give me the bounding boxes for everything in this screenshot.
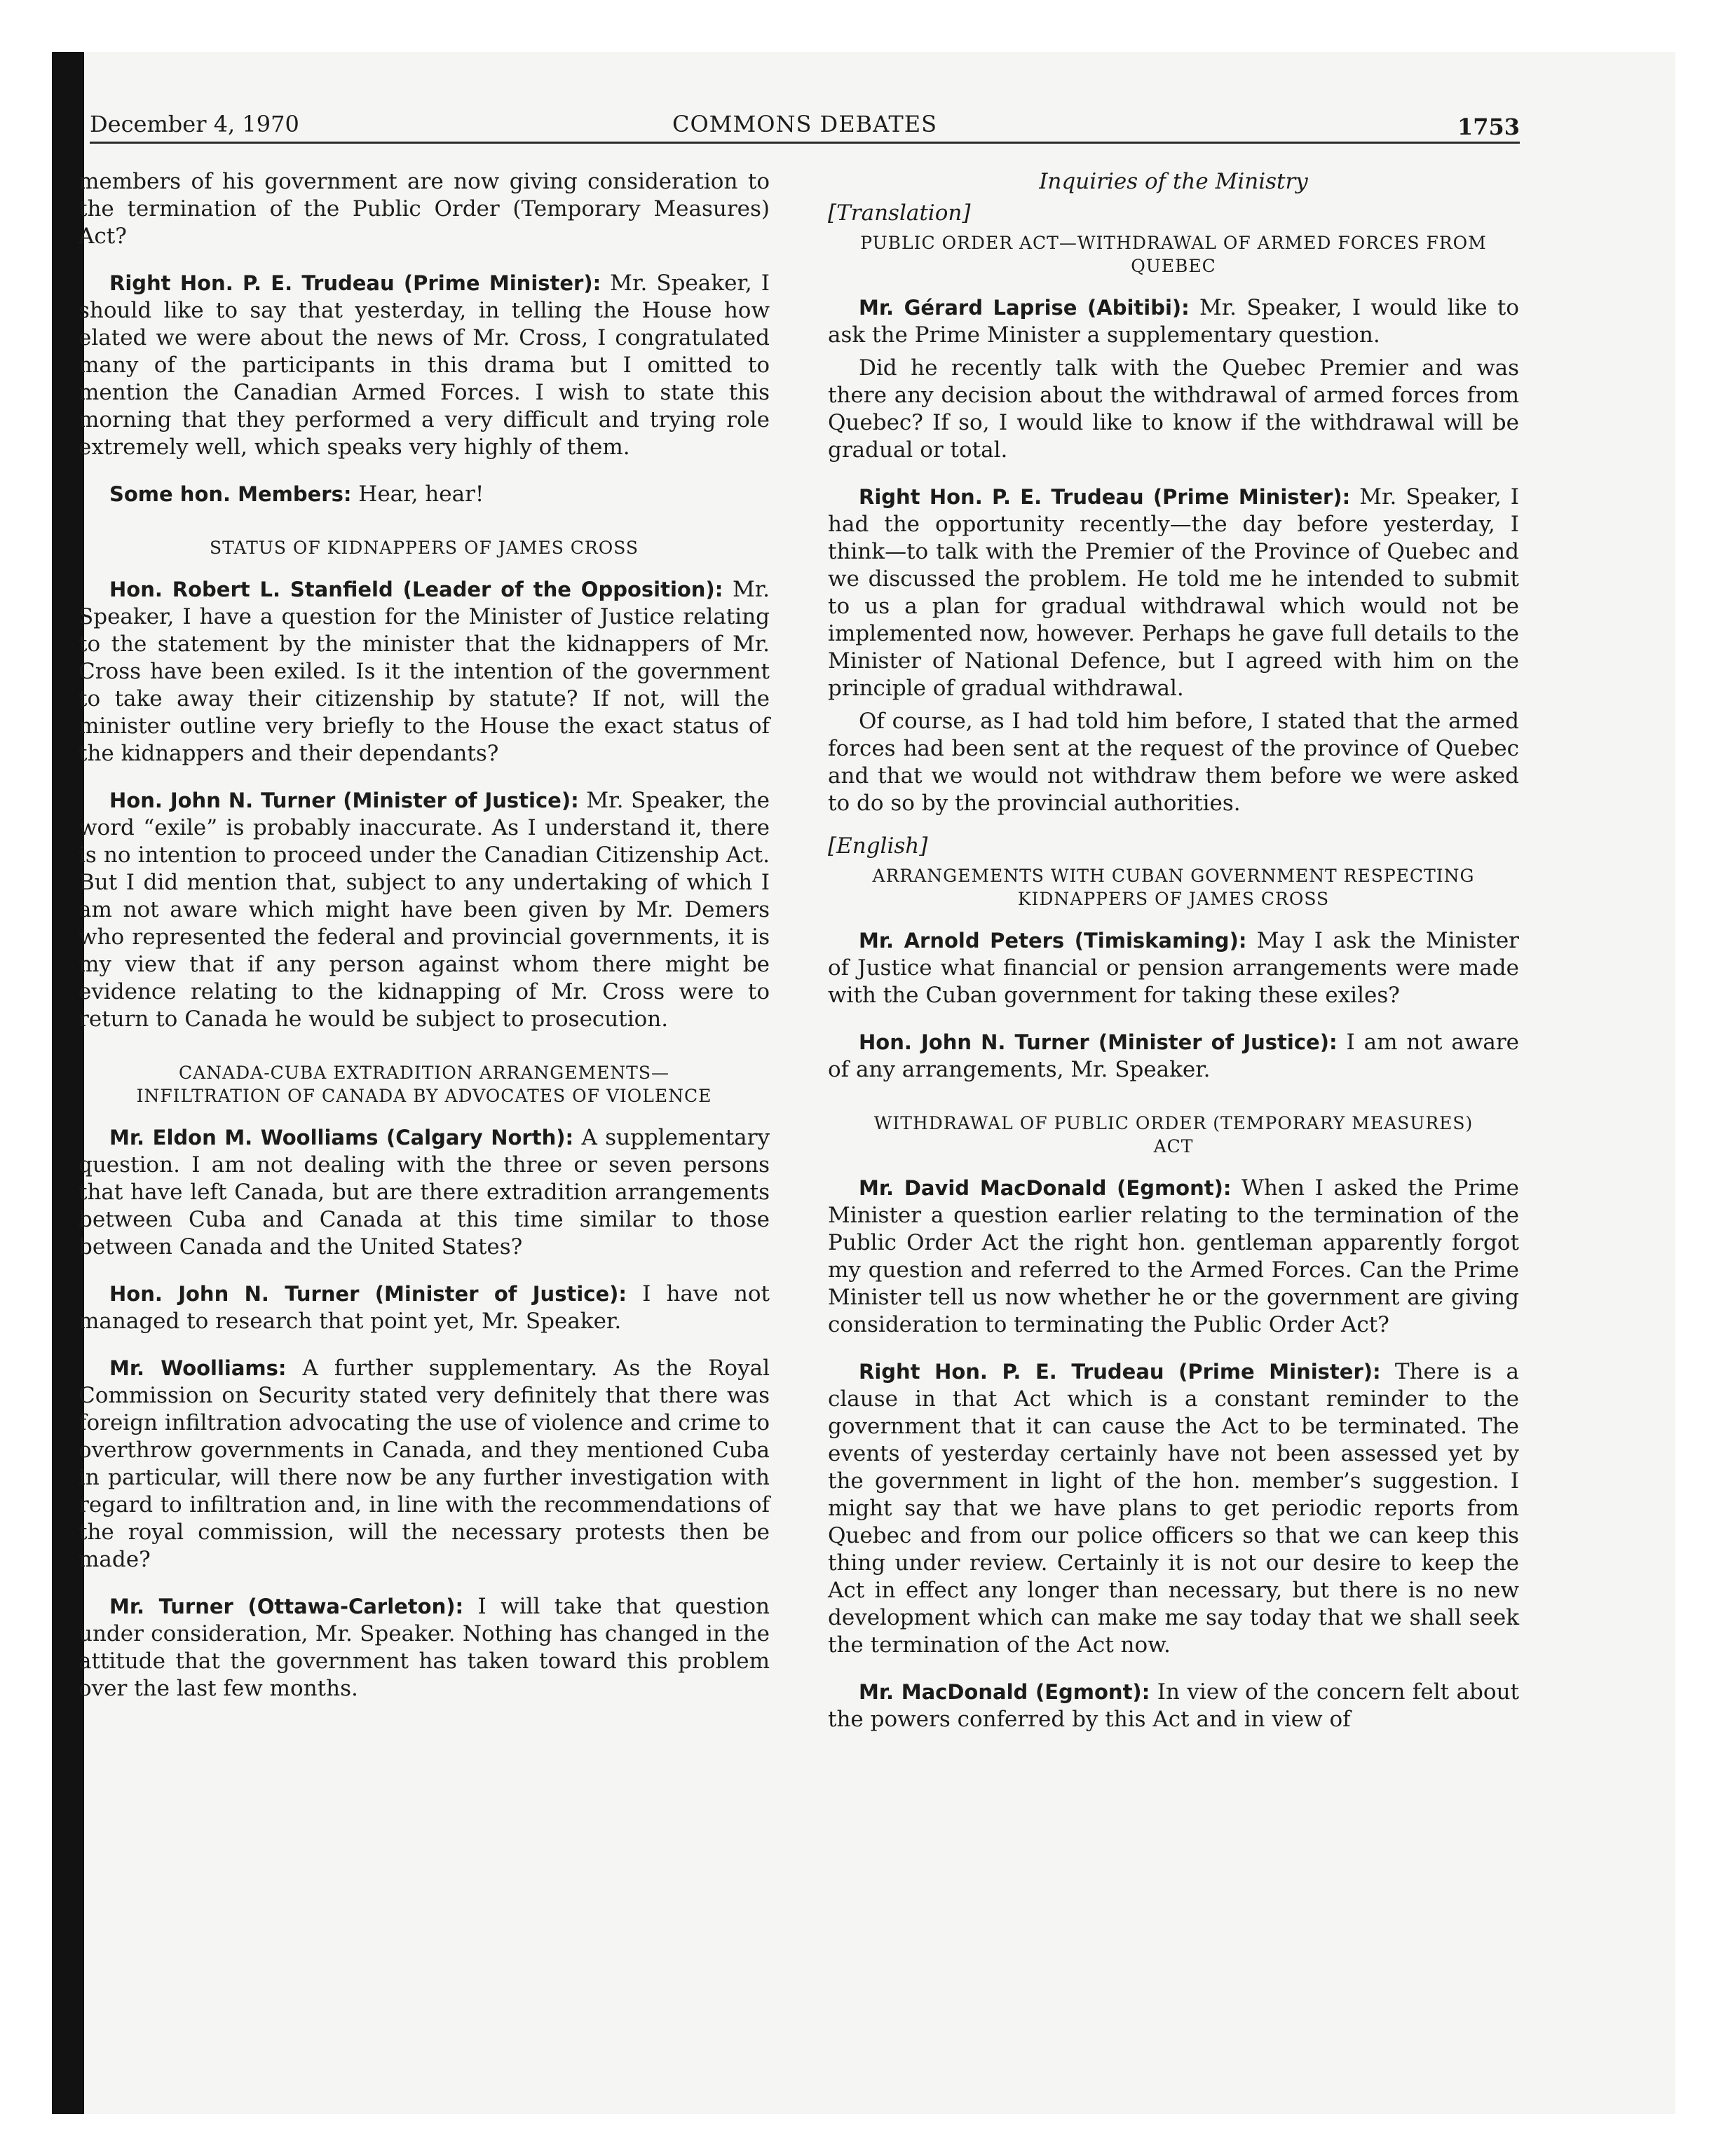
speaker-name: Mr. Woolliams:: [109, 1356, 287, 1380]
speech-text: Mr. Speaker, the word “exile” is probably inaccurate. As I understand it, there is no intention to proceed under the Canadian Citizenship Act. But I did mention that, subject to any undertaking of which I am not aware which might have been given by Mr. Demers who represented the federal and provincial governments, it is my view that if any person against whom there might be evidence relating to the kidnapping of Mr. Cross were to return to Canada he would be subject to prosecution.: [79, 788, 770, 1032]
page-number: 1753: [1457, 114, 1520, 140]
page-header: [90, 98, 1520, 144]
speaker-name: Mr. David MacDonald (Egmont):: [859, 1176, 1232, 1200]
speaker-name: Right Hon. P. E. Trudeau (Prime Minister):: [859, 485, 1351, 509]
speech-text: In view of the concern felt about the powers conferred by this Act and in view of: [828, 1679, 1519, 1732]
speaker-name: Right Hon. P. E. Trudeau (Prime Minister):: [859, 1360, 1381, 1384]
paragraph: [828, 1175, 1519, 1339]
paragraph: [828, 484, 1519, 702]
speaker-name: Hon. Robert L. Stanfield (Leader of the Opposition):: [109, 578, 723, 601]
section-heading: STATUS OF KIDNAPPERS OF JAMES CROSS: [209, 538, 639, 558]
paragraph: Did he recently talk with the Quebec Premier and was there any decision about the withdrawal of armed forces from Quebec? If so, I would like to know if the withdrawal will be gradual or total.: [828, 355, 1519, 463]
section-heading: PUBLIC ORDER ACT—WITHDRAWAL OF ARMED FORCES FROM QUEBEC: [860, 233, 1487, 276]
speech-text: Hear, hear!: [351, 482, 484, 507]
paragraph: [79, 1281, 770, 1335]
speech-text: Mr. Speaker, I should like to say that yesterday, in telling the House how elated we were about the news of Mr. Cross, I congratulated many of the participants in this drama but I omitted to mention the Canadian Armed Forces. I wish to state this morning that they performed a very difficult and trying role extremely well, which speaks very highly of them.: [79, 271, 770, 460]
speech-text: There is a clause in that Act which is a constant reminder to the government that it can cause the Act to be terminated. The events of yesterday certainly have not been assessed yet by the government in light of the hon. member’s suggestion. I might say that we have plans to get periodic reports from Quebec and from our police officers so that we can keep this thing under review. Certainly it is not our desire to keep the Act in effect any longer than necessary, but there is no new development which can make me say today that we shall seek the termination of the Act now.: [828, 1359, 1519, 1658]
speech-text: Mr. Speaker, I have a question for the Minister of Justice relating to the statement by the minister that the kidnappers of Mr. Cross have been exiled. Is it the intention of the government to take away their citizenship by statute? If not, will the minister outline very briefly to the House the exact status of the kidnappers and their dependants?: [79, 577, 770, 766]
speech-text: Mr. Speaker, I had the opportunity recently—the day before yesterday, I think—to talk with the Premier of the Province of Quebec and we discussed the problem. He told me he intended to submit to us a plan for gradual withdrawal which would not be implemented now, however. Perhaps he gave full details to the Minister of National Defence, but I agreed with him on the principle of gradual withdrawal.: [828, 484, 1519, 701]
paragraph: [79, 1593, 770, 1703]
header-title: COMMONS DEBATES: [672, 111, 938, 137]
speaker-name: Mr. MacDonald (Egmont):: [859, 1680, 1150, 1704]
speaker-name: Some hon. Members:: [109, 482, 352, 506]
section-heading: WITHDRAWAL OF PUBLIC ORDER (TEMPORARY MEASURES) ACT: [873, 1113, 1474, 1157]
speaker-name: Mr. Arnold Peters (Timiskaming):: [859, 929, 1247, 953]
section-heading: CANADA-CUBA EXTRADITION ARRANGEMENTS— INFILTRATION OF CANADA BY ADVOCATES OF VIOLENCE: [136, 1063, 712, 1106]
language-marker: [Translation]: [828, 200, 971, 226]
speaker-name: Mr. Turner (Ottawa-Carleton):: [109, 1595, 464, 1618]
speaker-name: Hon. John N. Turner (Minister of Justice):: [109, 789, 579, 812]
paragraph: Of course, as I had told him before, I stated that the armed forces had been sent at the request of the province of Quebec and that we would not withdraw them before we were asked to do so by the provincial authorities.: [828, 709, 1519, 816]
speaker-name: Mr. Gérard Laprise (Abitibi):: [859, 296, 1190, 320]
language-marker: [English]: [828, 833, 928, 859]
speech-text: A supplementary question. I am not dealing with the three or seven persons that have left Canada, but are there extradition arrangements between Cuba and Canada at this time similar to those between Canada and the United States?: [79, 1125, 770, 1260]
paragraph: [828, 927, 1519, 1009]
right-column: [828, 168, 1519, 1733]
speech-text: I have not managed to research that point yet, Mr. Speaker.: [79, 1281, 770, 1334]
paragraph: [828, 1358, 1519, 1659]
speech-text: A further supplementary. As the Royal Commission on Security stated very definitely that there was foreign infiltration advocating the use of violence and crime to overthrow governments in Canada, and they mentioned Cuba in particular, will there now be any further investigation with regard to infiltration and, in line with the recommendations of the royal commission, will the necessary protests then be made?: [79, 1356, 770, 1572]
speaker-name: Right Hon. P. E. Trudeau (Prime Minister):: [109, 271, 601, 295]
speaker-name: Mr. Eldon M. Woolliams (Calgary North):: [109, 1126, 574, 1149]
paragraph: [79, 270, 770, 461]
paragraph: [828, 294, 1519, 349]
paragraph: [79, 576, 770, 767]
paragraph: [79, 481, 770, 508]
section-heading: ARRANGEMENTS WITH CUBAN GOVERNMENT RESPECTING KIDNAPPERS OF JAMES CROSS: [872, 866, 1475, 909]
paragraph: [828, 1029, 1519, 1084]
paragraph: [79, 1124, 770, 1261]
paragraph: members of his government are now giving consideration to the termination of the Public Order (Temporary Measures) Act?: [79, 169, 770, 249]
header-date: December 4, 1970: [90, 111, 299, 137]
speech-text: When I asked the Prime Minister a question earlier relating to the termination of the Public Order Act the right hon. gentleman apparently forgot my question and referred to the Armed Forces. Can the Prime Minister tell us now whether he or the government are giving consideration to terminating the Public Order Act?: [828, 1175, 1519, 1337]
speech-text: I will take that question under consideration, Mr. Speaker. Nothing has changed in the attitude that the government has taken toward this problem over the last few months.: [79, 1594, 770, 1701]
speech-text: I am not aware of any arrangements, Mr. Speaker.: [828, 1030, 1519, 1082]
paragraph: [79, 787, 770, 1033]
paragraph: [828, 1679, 1519, 1733]
paragraph: [79, 1355, 770, 1574]
speaker-name: Hon. John N. Turner (Minister of Justice):: [859, 1030, 1338, 1054]
speech-text: Mr. Speaker, I would like to ask the Prime Minister a supplementary question.: [828, 295, 1519, 348]
running-head: Inquiries of the Ministry: [1039, 169, 1308, 194]
left-column: [79, 168, 770, 1703]
speech-text: May I ask the Minister of Justice what financial or pension arrangements were made with the Cuban government for taking these exiles?: [828, 928, 1519, 1008]
speaker-name: Hon. John N. Turner (Minister of Justice):: [109, 1282, 627, 1306]
